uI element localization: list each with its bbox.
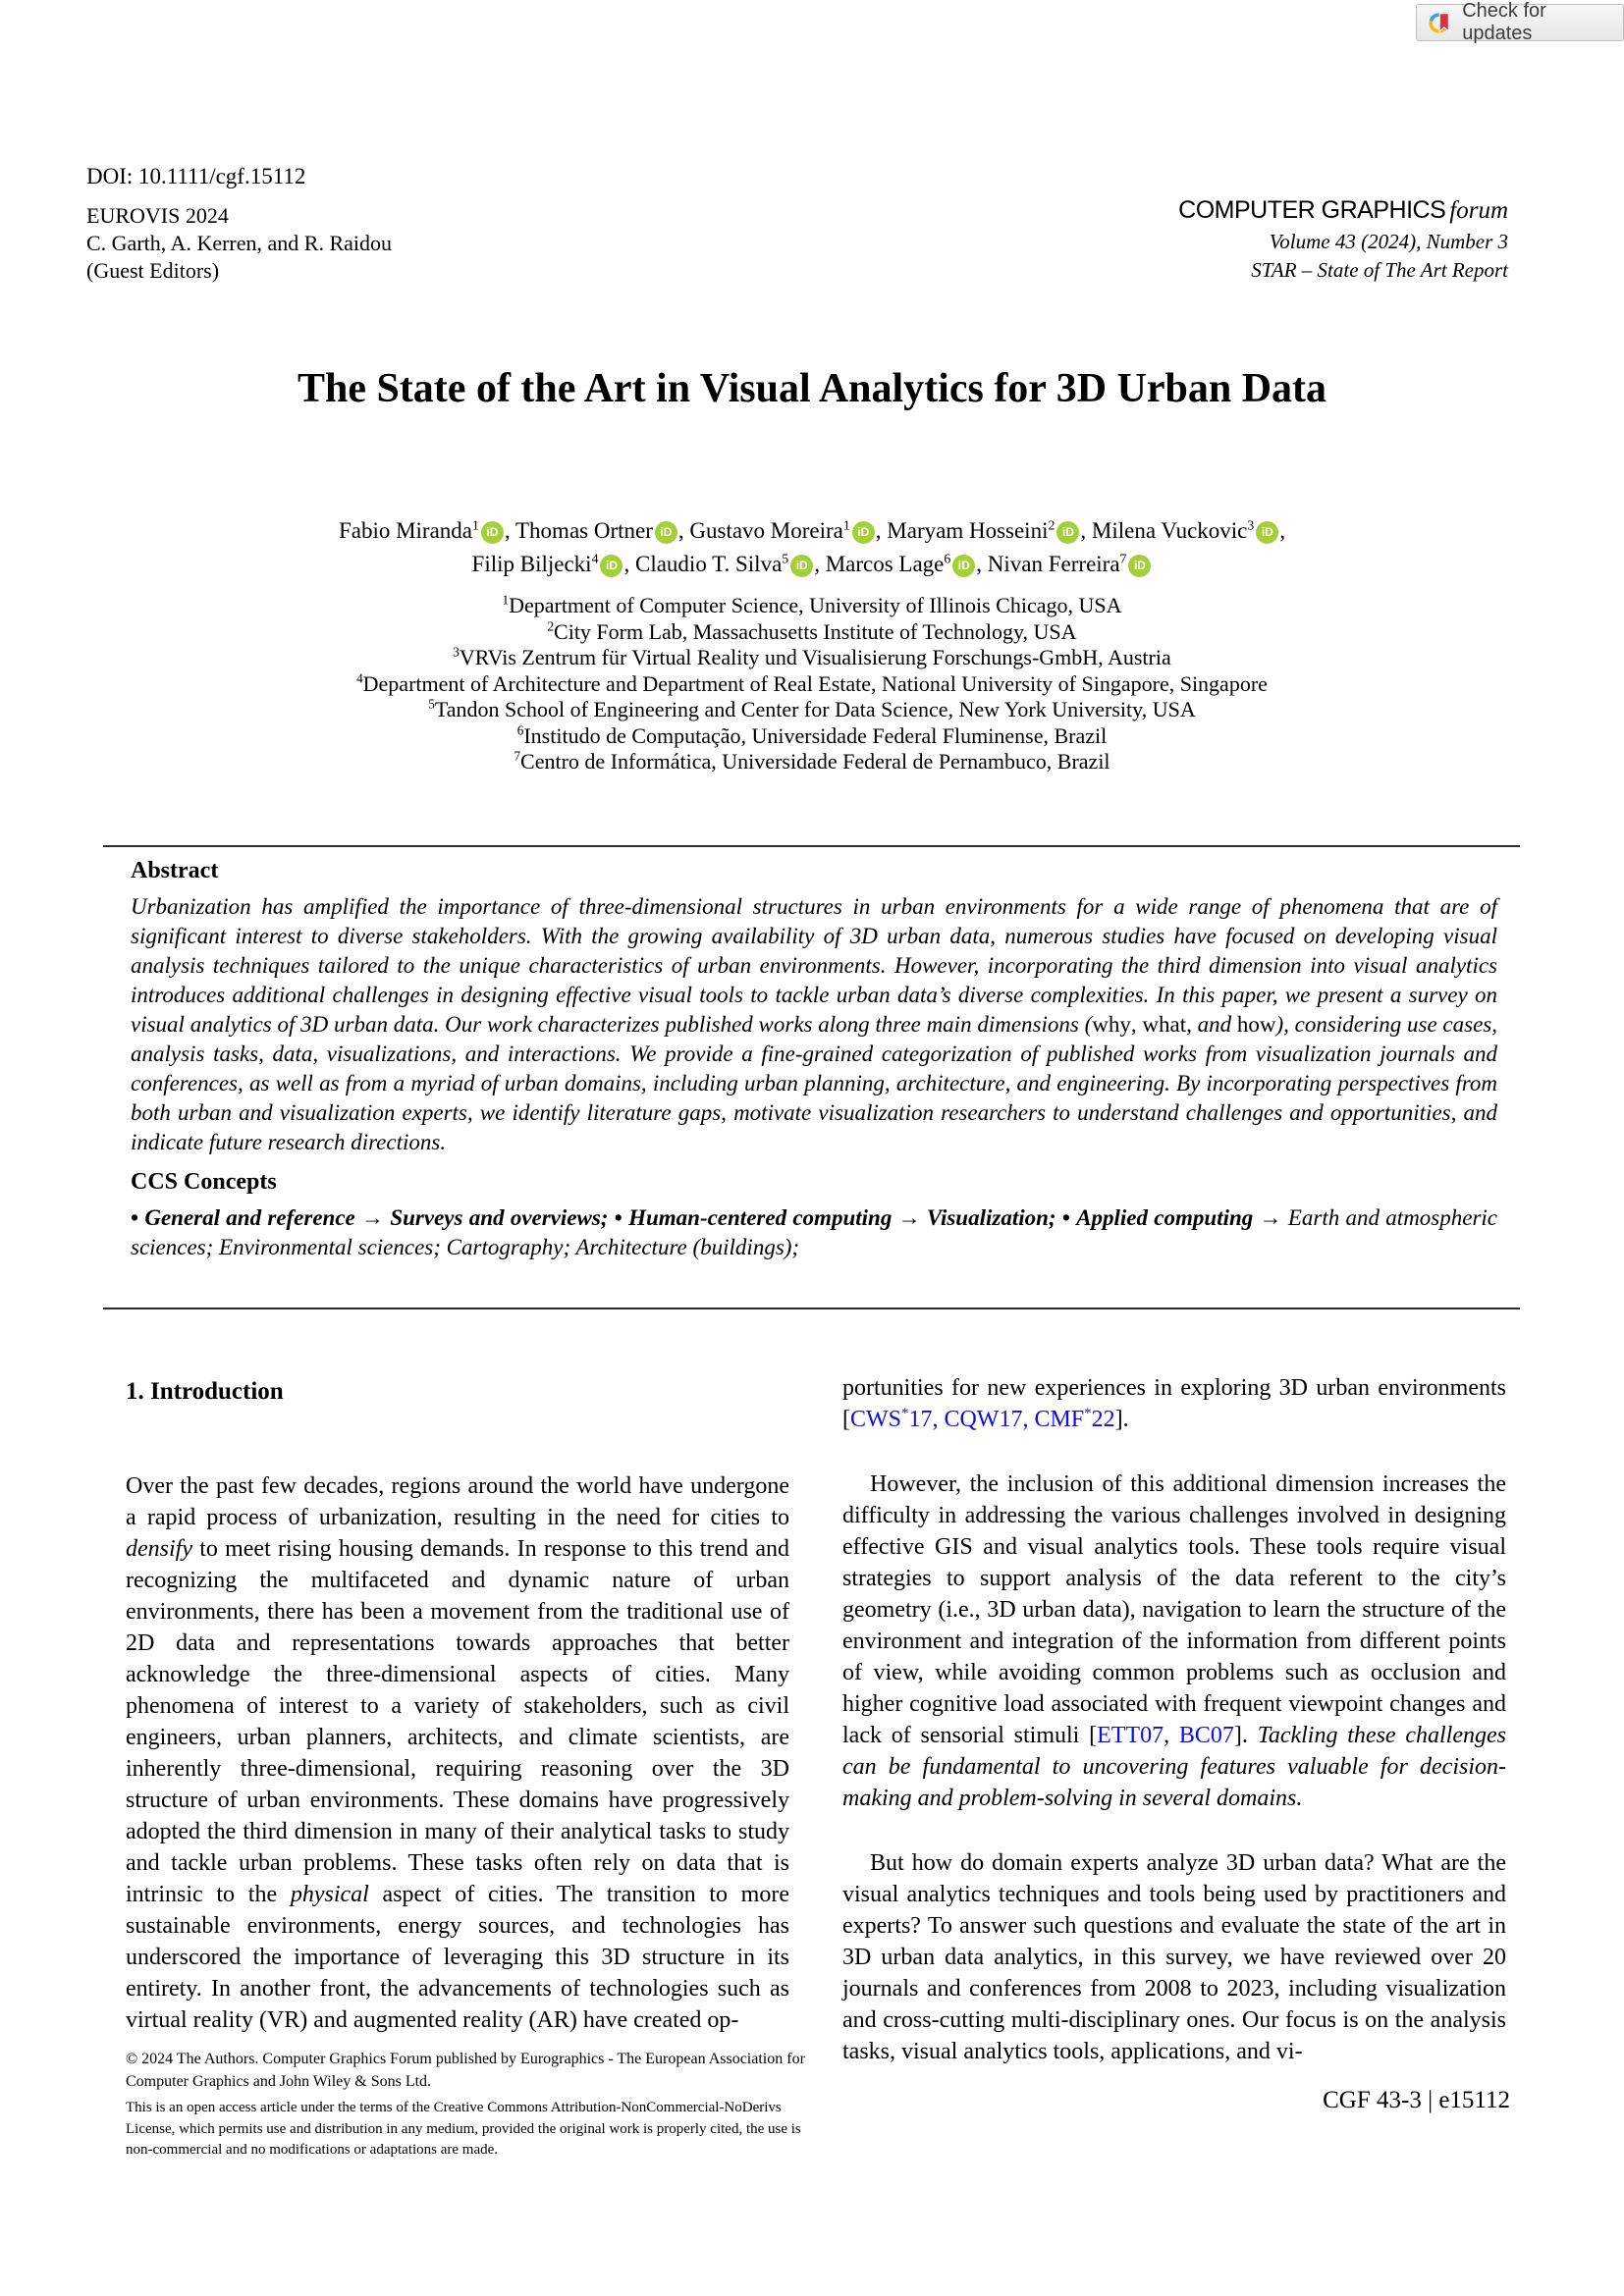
- footnote-block: [126, 2048, 805, 2162]
- affiliation-line: $^6$Institudo de Computação, Universidade Federal Fluminense, Brazil: [516, 722, 1108, 748]
- left-column: [126, 1378, 789, 2036]
- orcid-icon[interactable]: iD: [1256, 521, 1278, 544]
- orcid-icon[interactable]: iD: [952, 555, 975, 577]
- ccs-concepts: • General and reference → Surveys and overviews; • Human-centered computing → Visualization; • Applied computing → Earth and atmospheric sciences; Environmental sciences; Cartography; Architecture (buildings);: [131, 1205, 1498, 1259]
- affiliation-line: $^4$Department of Architecture and Department of Real Estate, National University of Singapore, Singapore: [356, 670, 1268, 696]
- citation-link[interactable]: *: [901, 1406, 909, 1421]
- editors: C. Garth, A. Kerren, and R. Raidou: [86, 231, 392, 255]
- author-line-1: Fabio Miranda$^1$ iD , Thomas Ortner iD , Gustavo Moreira$^1$ iD , Maryam Hosseini$^2$ iD , Milena Vuckovic$^3$ iD ,: [338, 517, 1286, 543]
- affiliation-line: $^2$City Form Lab, Massachusetts Institute of Technology, USA: [547, 618, 1077, 644]
- crossmark-icon: [1429, 10, 1453, 36]
- report-type: STAR – State of The Art Report: [1251, 258, 1508, 282]
- affiliation-marker: 1: [472, 517, 479, 533]
- affiliation-marker: 3: [1247, 517, 1255, 533]
- orcid-icon[interactable]: iD: [600, 555, 623, 577]
- page-identifier: CGF 43-3 | e15112: [1323, 2087, 1510, 2113]
- section-divider-rule: [103, 1308, 1520, 1309]
- author-name: Maryam Hosseini: [887, 518, 1049, 543]
- author-name: Filip Biljecki: [471, 552, 592, 576]
- citation-link[interactable]: ,: [932, 1407, 945, 1432]
- journal-name: COMPUTER GRAPHICS: [1178, 196, 1446, 224]
- orcid-icon[interactable]: iD: [481, 521, 504, 544]
- right-column: [842, 1372, 1506, 2067]
- affiliation-line: $^3$VRVis Zentrum für Virtual Reality und Visualisierung Forschungs-GmbH, Austria: [453, 644, 1171, 669]
- header-right: [1178, 196, 1508, 285]
- orcid-icon[interactable]: iD: [1128, 555, 1151, 577]
- intro-paragraph-2: portunities for new experiences in exploring 3D urban environments [CWS*17, CQW17, CMF*22].: [842, 1375, 1506, 1432]
- license-notice: This is an open access article under the terms of the Creative Commons Attribution-NonCommercial-NoDerivs License, which permits use and distribution in any medium, provided the original work is properly cited, the use is non-commercial and no modifications or adaptations are made.: [126, 2100, 801, 2158]
- author-name: Marcos Lage: [825, 552, 945, 576]
- affiliation-marker: 6: [944, 551, 951, 566]
- abstract-text: Urbanization has amplified the importance of three-dimensional structures in urban environments for a wide range of phenomena that are of significant interest to diverse stakeholders. With the growing availability of 3D urban data, numerous studies have focused on developing visual analysis techniques tailored to the unique characteristics of urban environments. However, incorporating the third dimension into visual analytics introduces additional challenges in designing effective visual tools to tackle urban data’s diverse complexities. In this paper, we present a survey on visual analytics of 3D urban data. Our work characterizes published works along three main dimensions (why, what, and how), considering use cases, analysis tasks, data, visualizations, and interactions. We provide a fine-grained categorization of published works from visualization journals and conferences, as well as from a myriad of urban domains, including urban planning, architecture, and engineering. By incorporating perspectives from both urban and visualization experts, we identify literature gaps, motivate visualization researchers to understand challenges and opportunities, and indicate future research directions.: [131, 894, 1498, 1154]
- citation-link[interactable]: CWS: [850, 1407, 902, 1432]
- header-left: [86, 163, 392, 285]
- editors-note: (Guest Editors): [86, 258, 220, 283]
- affiliation-marker: 7: [1119, 551, 1127, 566]
- journal-title-line: [1178, 196, 1508, 228]
- citation-link[interactable]: 22: [1091, 1407, 1115, 1432]
- paper-title: The State of the Art in Visual Analytics for 3D Urban Data: [297, 366, 1327, 411]
- author-name: Nivan Ferreira: [987, 552, 1120, 576]
- citation-link[interactable]: BC07: [1178, 1723, 1234, 1748]
- orcid-icon[interactable]: iD: [852, 521, 875, 544]
- citation-link[interactable]: CQW17: [944, 1407, 1023, 1432]
- ccs-heading: CCS Concepts: [131, 1169, 277, 1195]
- authors-block: [0, 514, 1624, 581]
- intro-paragraph-1: Over the past few decades, regions around the world have undergone a rapid process of urbanization, resulting in the need for cities to densify to meet rising housing demands. In response to this trend and recognizing the multifaceted and dynamic nature of urban environments, there has been a movement from the traditional use of 2D data and representations towards approaches that better acknowledge the three-dimensional aspects of cities. Many phenomena of interest to a variety of stakeholders, such as civil engineers, urban planners, architects, and climate scientists, are inherently three-dimensional, requiring reasoning over the 3D structure of urban environments. These domains have progressively adopted the third dimension in many of their analytical tasks to study and tackle urban problems. These tasks often rely on data that is intrinsic to the physical aspect of cities. The transition to more sustainable environments, energy sources, and technologies has underscored the importance of leveraging this 3D structure in its entirety. In another front, the advancements of technologies such as virtual reality (VR) and augmented reality (AR) have created op-: [126, 1473, 789, 2033]
- affiliation-marker: 1: [842, 517, 850, 533]
- intro-paragraph-4: But how do domain experts analyze 3D urban data? What are the visual analytics techniques and tools being used by practitioners and experts? To answer such questions and evaluate the state of the art in 3D urban data analytics, in this survey, we have reviewed over 20 journals and conferences from 2008 to 2023, including visualization and cross-cutting multi-disciplinary ones. Our focus is on the analysis tasks, visual analytics tools, applications, and vi-: [842, 1850, 1506, 2064]
- copyright-notice: © 2024 The Authors. Computer Graphics Forum published by Eurographics - The European Association for Computer Graphics and John Wiley & Sons Ltd.: [126, 2051, 805, 2090]
- author-name: Milena Vuckovic: [1091, 518, 1248, 543]
- affiliation-marker: 5: [782, 551, 789, 566]
- citation-link[interactable]: ,: [1022, 1407, 1035, 1432]
- conference-name: EUROVIS 2024: [86, 203, 229, 228]
- intro-paragraph-3: However, the inclusion of this additional dimension increases the difficulty in addressing the various challenges involved in designing effective GIS and visual analytics tools. These tools require visual strategies to support analysis of the data referent to the city’s geometry (i.e., 3D urban data), navigation to learn the structure of the environment and integration of the information from different points of view, while avoiding common problems such as occlusion and higher cognitive load associated with frequent viewpoint changes and lack of sensorial stimuli [ETT07, BC07]. Tackling these challenges can be fundamental to uncovering features valuable for decision-making and problem-solving in several domains.: [842, 1471, 1506, 1811]
- affiliation-marker: 4: [591, 551, 599, 566]
- abstract-top-rule: [103, 845, 1520, 847]
- doi-text: DOI: 10.1111/cgf.15112: [86, 164, 306, 188]
- author-line-2: Filip Biljecki$^4$ iD , Claudio T. Silva$^5$ iD , Marcos Lage$^6$ iD , Nivan Ferreira$^7$ iD: [0, 548, 1624, 581]
- volume-info: Volume 43 (2024), Number 3: [1269, 230, 1508, 253]
- citation-link[interactable]: *: [1084, 1406, 1092, 1421]
- citation-link[interactable]: CMF: [1034, 1407, 1085, 1432]
- orcid-icon[interactable]: iD: [1056, 521, 1079, 544]
- citation-link[interactable]: ETT07: [1097, 1723, 1164, 1748]
- citation-link[interactable]: 17: [908, 1407, 933, 1432]
- check-for-updates-button[interactable]: [1416, 0, 1624, 44]
- affiliations: [0, 593, 1624, 775]
- author-name: Gustavo Moreira: [689, 518, 843, 543]
- author-name: Fabio Miranda: [338, 518, 472, 543]
- introduction-heading: 1. Introduction: [126, 1378, 284, 1405]
- author-name: Claudio T. Silva: [634, 552, 783, 576]
- affiliation-line: $^7$Centro de Informática, Universidade Federal de Pernambuco, Brazil: [514, 748, 1110, 774]
- orcid-icon[interactable]: iD: [655, 521, 677, 544]
- orcid-icon[interactable]: iD: [790, 555, 813, 577]
- abstract-section: [131, 858, 1497, 1262]
- author-name: Thomas Ortner: [515, 518, 653, 543]
- abstract-heading: Abstract: [131, 858, 219, 883]
- affiliation-line: $^5$Tandon School of Engineering and Center for Data Science, New York University, USA: [428, 696, 1196, 721]
- check-for-updates-label: Check for updates: [1462, 0, 1546, 44]
- affiliation-line: $^1$Department of Computer Science, University of Illinois Chicago, USA: [502, 592, 1122, 617]
- affiliation-marker: 2: [1048, 517, 1056, 533]
- journal-name-forum: forum: [1449, 197, 1508, 224]
